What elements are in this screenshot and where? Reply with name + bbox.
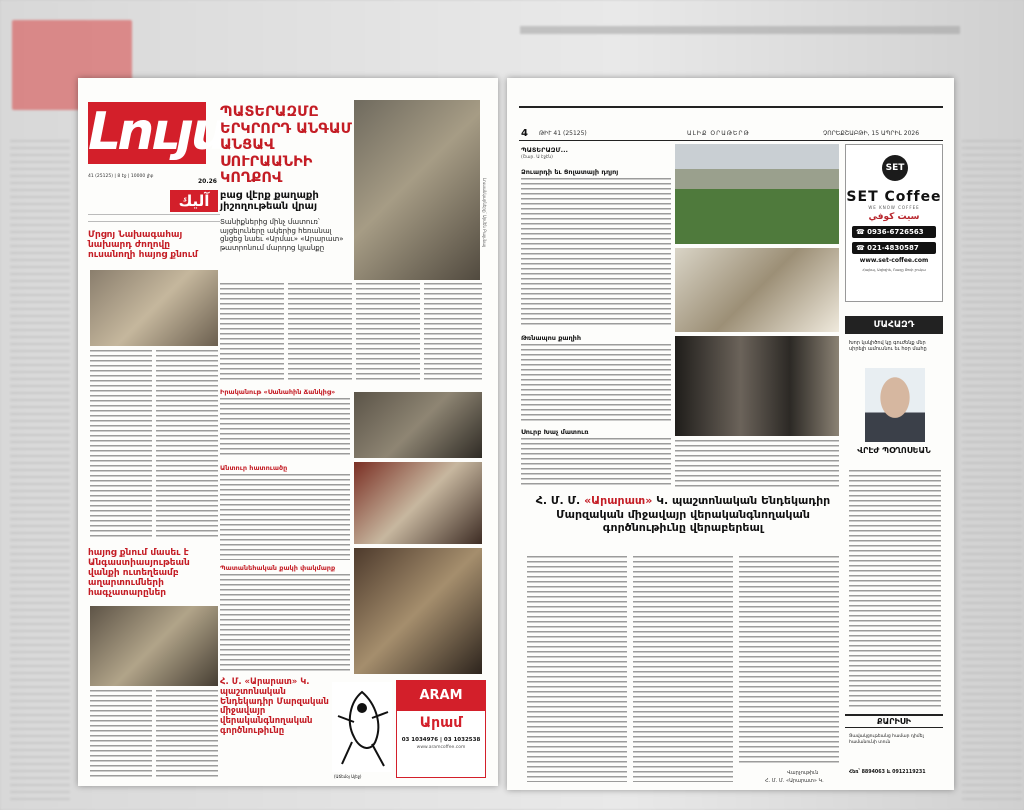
ad-phone: ☎ 0936-6726563 bbox=[852, 226, 936, 238]
newspaper-logo: Լույս bbox=[88, 102, 225, 162]
article-photo bbox=[354, 548, 482, 674]
body-text-column bbox=[527, 556, 627, 782]
ad-brand: SET Coffee bbox=[846, 189, 942, 205]
ad-tagline: WE KNOW COFFEE bbox=[868, 205, 920, 210]
page-number: 4 bbox=[521, 128, 528, 139]
body-text-column bbox=[220, 574, 350, 674]
ad-phone: ☎ 021-4830587 bbox=[852, 242, 936, 254]
background-ghost-column bbox=[10, 140, 70, 800]
main-intro: Տանիքներից մինչ մատուռ՝ այցելուները ակերից հեռանալ ցնցեց նաեւ «Արմաւ» «Արարատ» թատրոնում մարդոց կյանքը bbox=[220, 218, 344, 252]
background-ghost-column bbox=[962, 140, 1022, 800]
article-signature-org: Հ. Մ. Մ. «Արարատ» Կ. bbox=[765, 778, 824, 784]
photo-credit: Լուսանկարները՝ Արմեն Բալսնայ bbox=[482, 178, 487, 248]
condolence-phone: Հեռ՝ 8894063 և 0912119231 bbox=[849, 770, 926, 775]
issue-date: 20.26 bbox=[198, 178, 217, 185]
section-subhead: Իրականութ «Սանահին Ճանկից» bbox=[220, 388, 336, 396]
cartoon-caption: (Աճեմօյ Ալեջ) bbox=[334, 774, 362, 779]
side-article-photo bbox=[90, 270, 218, 346]
header-rule bbox=[519, 106, 943, 108]
ad-address: Հալեպ, Ազիզիե, Ռազը Թոփ շուկա bbox=[862, 268, 926, 272]
section-subhead: Թռնապոս քաղիհ bbox=[521, 334, 582, 342]
nav-strip bbox=[88, 214, 220, 222]
ad-website: www.aramcoffee.com bbox=[416, 745, 466, 750]
side-article-photo bbox=[90, 606, 218, 686]
obituary-name: ՎՐԷԺ ՊՕՂՈՍԵԱՆ bbox=[857, 446, 931, 455]
ad-phone: 03 1034976 | 03 1032538 bbox=[401, 737, 481, 743]
headline-rest: Կ. պաշտոնական Ենդեկադիր Մարզական միջավայր վերականգնողական գործնութիւնը վերաբերեալ bbox=[556, 494, 831, 534]
body-text-column bbox=[633, 556, 733, 782]
body-text-column bbox=[356, 283, 420, 383]
body-text-column bbox=[521, 344, 671, 424]
obituary-heading: ՄԱՀԱԶԴ bbox=[845, 316, 943, 334]
ad-website: www.set-coffee.com bbox=[859, 257, 929, 264]
article-photo bbox=[354, 392, 482, 458]
body-text-column bbox=[156, 690, 218, 778]
ad-brand: ARAM bbox=[397, 681, 485, 711]
section-subhead: Անտուր հատուածը bbox=[220, 464, 288, 472]
article-photo-field bbox=[675, 144, 839, 244]
issue-number: ԹԻՒ 41 (25125) bbox=[539, 130, 587, 137]
arabic-logo: آليك bbox=[170, 190, 218, 212]
logo-subtitle bbox=[88, 164, 206, 172]
body-text-column bbox=[521, 178, 671, 328]
side-article-title: հայոց քնում մասեւ է Անգաստիասյութեան վանքի ուտեղեամբ աղարտումների հագչատարըներ bbox=[88, 548, 190, 598]
body-text-column bbox=[220, 474, 350, 560]
issue-date: ՉՈՐԵՔՇԱԲԹԻ, 15 ԱՊՐԻԼ 2026 bbox=[823, 130, 920, 137]
article-photo-room bbox=[675, 248, 839, 332]
bottom-article-title: Հ. Մ. «Արարատ» Կ. պաշտոնական Ենդեկադիր Մարզական միջավայր վերականգնողական գործնութիւնը bbox=[220, 677, 329, 736]
article-signature: Վարչութիւն bbox=[787, 770, 819, 776]
body-text-column bbox=[675, 440, 839, 488]
continuation-note: (Շար. Ա էջէն) bbox=[521, 155, 553, 160]
aram-advertisement bbox=[396, 680, 486, 778]
section-subhead: Պատանեհական քակի փակմարք bbox=[220, 564, 336, 572]
obituary-intro: Խոր կսկիծով կը գուժենք մեր սիրելի ամուսնու եւ հօր մահը bbox=[849, 340, 927, 352]
main-headline: ՊԱՏԵՐԱԶՄԸ ԵՐԿՐՈՐԴ ԱՆԳԱՄ ԱՆՑԱՎ ՍՈՒՐԱԱՆԻԻ ԿՈՂՔՈՎ bbox=[220, 104, 352, 186]
headline-quote: «Արարատ» bbox=[584, 494, 653, 507]
header-rule bbox=[519, 140, 943, 141]
body-text-column bbox=[220, 398, 350, 458]
body-text-column bbox=[156, 350, 218, 540]
section-subhead: Ձուարդի եւ Ցոլատայի դղյոյ bbox=[521, 168, 619, 176]
body-text-column bbox=[90, 690, 152, 778]
newspaper-front-page bbox=[78, 78, 498, 786]
ad-armenian-name: Արամ bbox=[419, 715, 463, 731]
set-coffee-logo-icon: SET bbox=[882, 155, 908, 181]
article-photo bbox=[354, 462, 482, 544]
main-subheadline: բաց վէրք քաղաքի յիշողութեան վրայ bbox=[220, 190, 319, 212]
obituary-portrait bbox=[865, 368, 925, 442]
newspaper-inner-page bbox=[507, 78, 954, 790]
body-text-column bbox=[288, 283, 352, 383]
headline-prefix: Հ. Մ. Մ. bbox=[535, 494, 581, 507]
body-text-column bbox=[220, 283, 284, 383]
condolence-heading: ՔԱՐԻՍԻ bbox=[845, 714, 943, 728]
ad-arabic-name: سيت كوفي bbox=[868, 212, 920, 222]
cartoon-illustration bbox=[332, 682, 392, 772]
set-coffee-advertisement bbox=[845, 144, 943, 302]
body-text-column bbox=[739, 556, 839, 766]
condolence-text: Ցավակցութեանց համար դիմել համանունի տուն bbox=[849, 734, 924, 745]
article-photo-corridor bbox=[675, 336, 839, 436]
main-photo bbox=[354, 100, 480, 280]
body-text-column bbox=[424, 283, 482, 383]
obituary-text bbox=[849, 470, 941, 708]
body-text-column bbox=[521, 438, 671, 488]
side-article-title: Մրցոյ Նախագահայ նախարդ ժողովը ուսանողի հայոց քնում bbox=[88, 230, 198, 260]
issue-line: 41 (25125) | 8 էջ | 10000 լիբ bbox=[88, 174, 154, 179]
continuation-tag: ՊԱՏԵՐԱԶՄ... bbox=[521, 146, 569, 154]
background-ghost-strip bbox=[520, 26, 960, 34]
section-name: ԱԼԻՔ ՕՐԱԹԵՐԹ bbox=[687, 130, 750, 137]
section-subhead: Սուրբ Խաչ մատուռ bbox=[521, 428, 589, 436]
cartoon-drawing-icon bbox=[332, 682, 392, 772]
article-headline bbox=[527, 494, 839, 535]
body-text-column bbox=[90, 350, 152, 540]
